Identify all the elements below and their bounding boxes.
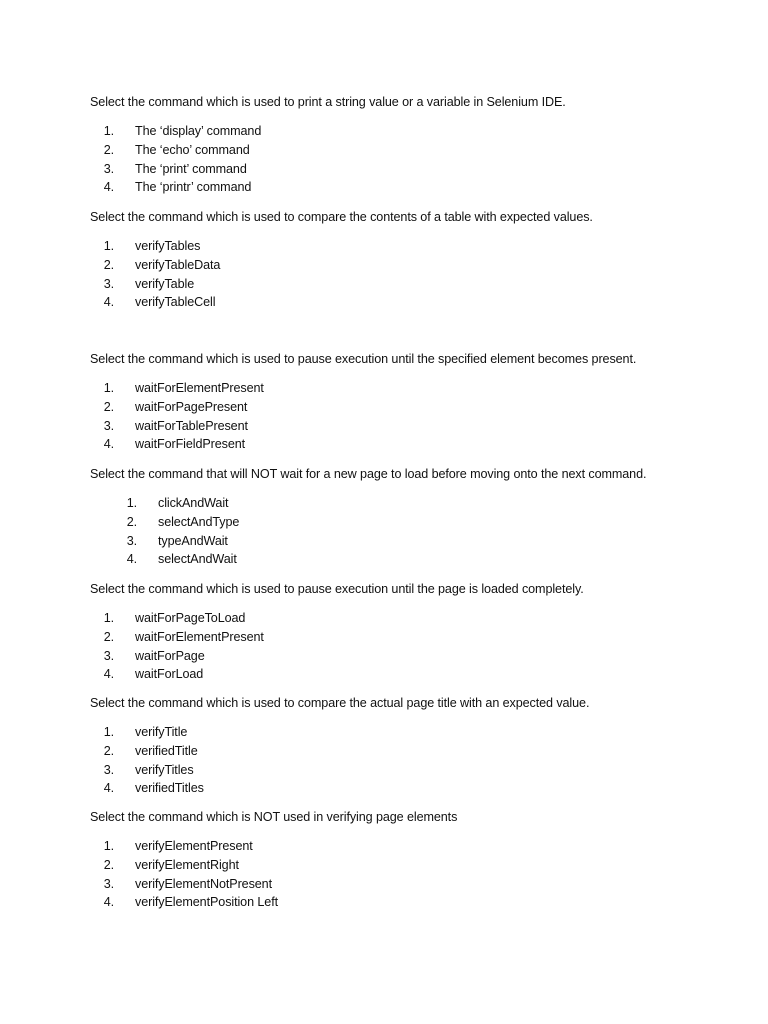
option-label: waitForPagePresent (135, 399, 248, 414)
option-number: 1. (103, 725, 114, 739)
option-item (90, 141, 728, 160)
option-number: 3. (126, 533, 137, 548)
option-item (90, 122, 728, 141)
option-item (90, 742, 728, 761)
option-label: verifyTable (135, 276, 195, 291)
question-text: Select the command which is NOT used in verifying page elements (90, 810, 458, 824)
option-label: verifyTableCell (135, 295, 216, 310)
options-list (90, 837, 728, 912)
option-item (90, 856, 728, 875)
option-item (90, 628, 728, 647)
option-item (90, 178, 728, 197)
option-item (90, 417, 728, 436)
option-item (90, 237, 728, 256)
option-number: 4. (126, 552, 137, 567)
option-number: 3. (103, 762, 114, 777)
option-label: verifyTitles (135, 762, 194, 777)
option-label: The ‘display’ command (135, 124, 262, 138)
option-number: 2. (103, 857, 114, 872)
options-list (90, 237, 728, 312)
option-item (90, 837, 728, 856)
option-label: waitForPageToLoad (135, 611, 246, 625)
option-label: verifyElementPosition Left (135, 895, 278, 910)
question-text: Select the command which is used to print a string value or a variable in Selenium IDE. (90, 95, 566, 109)
option-item (90, 723, 728, 742)
option-label: clickAndWait (158, 496, 229, 510)
option-label: waitForLoad (135, 667, 204, 682)
option-number: 4. (103, 437, 114, 452)
option-item (90, 532, 728, 551)
option-number: 3. (103, 648, 114, 663)
option-label: verifyTitle (135, 725, 188, 739)
option-item (90, 647, 728, 666)
option-label: waitForElementPresent (135, 629, 264, 644)
option-number: 1. (103, 239, 114, 253)
option-label: waitForElementPresent (135, 381, 264, 395)
option-label: typeAndWait (158, 533, 228, 548)
option-number: 4. (103, 895, 114, 910)
option-number: 4. (103, 667, 114, 682)
option-item (90, 893, 728, 912)
option-label: verifyElementPresent (135, 839, 253, 853)
option-number: 1. (126, 496, 137, 510)
question-text: Select the command which is used to pause execution until the specified element becomes present. (90, 352, 637, 366)
option-number: 2. (103, 629, 114, 644)
question-block-6 (90, 694, 728, 798)
option-label: The ‘printr’ command (135, 180, 252, 195)
question-block-4 (90, 465, 728, 569)
options-list (90, 122, 728, 197)
option-number: 1. (103, 611, 114, 625)
option-number: 3. (103, 876, 114, 891)
option-number: 1. (103, 381, 114, 395)
question-block-7 (90, 808, 728, 912)
option-label: verifyElementNotPresent (135, 876, 272, 891)
option-number: 4. (103, 295, 114, 310)
option-number: 4. (103, 781, 114, 796)
option-item (90, 435, 728, 454)
question-block-5 (90, 580, 728, 684)
question-block-1 (90, 93, 728, 197)
option-number: 4. (103, 180, 114, 195)
option-number: 2. (103, 743, 114, 758)
option-item (90, 875, 728, 894)
option-item (90, 609, 728, 628)
option-label: selectAndWait (158, 552, 237, 567)
option-number: 3. (103, 161, 114, 176)
option-item (90, 256, 728, 275)
option-label: verifiedTitles (135, 781, 204, 796)
option-number: 1. (103, 124, 114, 138)
option-label: selectAndType (158, 514, 240, 529)
options-list (90, 723, 728, 798)
option-number: 2. (103, 399, 114, 414)
question-text: Select the command that will NOT wait for a new page to load before moving onto the next command. (90, 467, 647, 481)
option-label: verifyElementRight (135, 857, 239, 872)
question-block-3 (90, 350, 728, 454)
option-label: waitForTablePresent (135, 418, 248, 433)
option-item (90, 665, 728, 684)
option-number: 2. (103, 142, 114, 157)
question-text: Select the command which is used to compare the contents of a table with expected values. (90, 210, 593, 224)
option-number: 1. (103, 839, 114, 853)
option-item (90, 379, 728, 398)
option-item (90, 398, 728, 417)
options-list (90, 379, 728, 454)
option-number: 2. (126, 514, 137, 529)
option-label: waitForFieldPresent (135, 437, 246, 452)
option-number: 3. (103, 276, 114, 291)
option-item (90, 275, 728, 294)
option-item (90, 494, 728, 513)
question-block-2 (90, 208, 728, 312)
option-label: verifiedTitle (135, 743, 198, 758)
option-label: waitForPage (135, 648, 205, 663)
question-text: Select the command which is used to compare the actual page title with an expected value. (90, 696, 590, 710)
question-text: Select the command which is used to pause execution until the page is loaded completely. (90, 582, 584, 596)
option-number: 2. (103, 257, 114, 272)
option-label: verifyTables (135, 239, 201, 253)
option-item (90, 293, 728, 312)
option-label: The ‘print’ command (135, 161, 247, 176)
option-label: The ‘echo’ command (135, 142, 250, 157)
option-label: verifyTableData (135, 257, 221, 272)
option-item (90, 513, 728, 532)
options-list (90, 494, 728, 569)
option-item (90, 550, 728, 569)
option-item (90, 779, 728, 798)
options-list (90, 609, 728, 684)
option-item (90, 761, 728, 780)
option-number: 3. (103, 418, 114, 433)
option-item (90, 160, 728, 179)
